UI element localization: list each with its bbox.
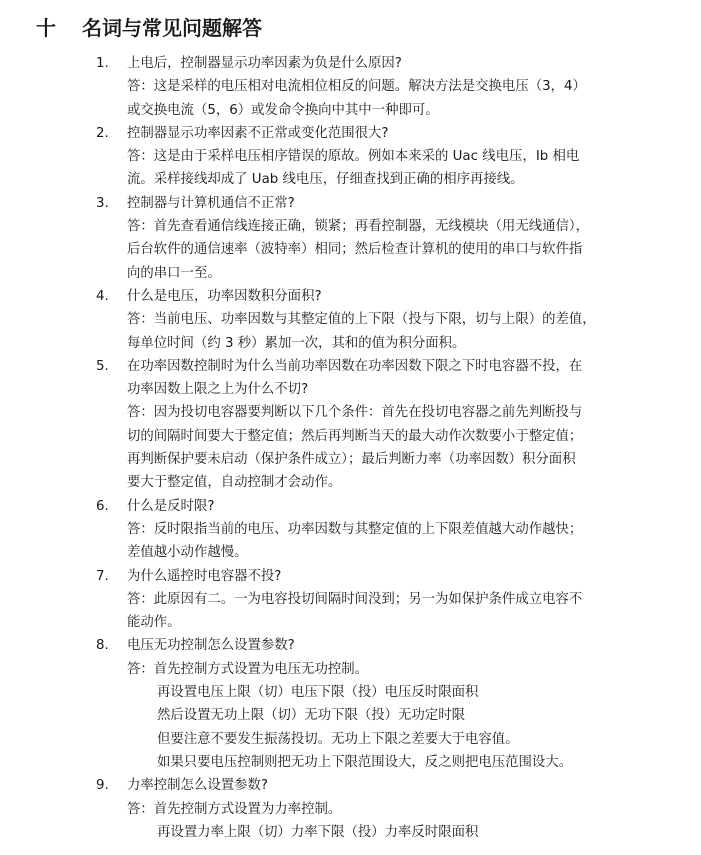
answer-line: 每单位时间（约 3 秒）累加一次，其和的值为积分面积。 [127,335,466,351]
answer-step: 然后设置无功上限（切）无功下限（投）无功定时限 [157,708,465,724]
qa-item-9 [0,774,701,844]
question-text: 上电后，控制器显示功率因素为负是什么原因? [127,56,402,71]
item-index: 7. [96,568,109,584]
answer-line: 答：这是由于采样电压相序错误的原故。例如本来采的 Uac 线电压，Ib 相电 [127,149,580,165]
item-index: 5. [96,358,109,374]
answer-line: 再判断保护要未启动（保护条件成立）；最后判断力率（功率因数）积分面积 [127,452,576,468]
qa-list [0,52,701,844]
answer-line: 要大于整定值，自动控制才会动作。 [127,475,342,491]
answer-line: 答：此原因有二。一为电容投切间隔时间没到；另一为如保护条件成立电容不 [127,591,583,607]
answer-text [127,215,647,285]
question-text: 为什么遥控时电容器不投? [127,568,282,584]
answer-text [127,518,647,565]
answer-line: 答：首先查看通信线连接正确，锁紧；再看控制器，无线模块（用无线通信）， [127,219,589,235]
answer-first-line: 答：首先控制方式设置为力率控制。 [127,801,342,817]
qa-item-6 [0,495,701,565]
question-text [127,355,647,402]
question-text: 控制器与计算机通信不正常? [127,195,295,211]
section-number: 十 [36,16,56,40]
answer-line: 差值越小动作越慢。 [127,545,248,561]
qa-item-8 [0,634,701,774]
answer-text [127,145,647,192]
item-index: 8. [96,638,109,654]
question-line: 在功率因数控制时为什么当前功率因数在功率因数下限之下时电容器不投，在 [127,358,583,374]
question-text: 电压无功控制怎么设置参数? [127,638,295,654]
question-text: 力率控制怎么设置参数? [127,778,269,794]
item-index: 4. [96,288,109,304]
qa-item-1 [0,52,701,122]
item-index: 6. [96,498,109,514]
answer-step: 再设置电压上限（切）电压下限（投）电压反时限面积 [157,685,479,701]
answer-line: 答：当前电压、功率因数与其整定值的上下限（投与下限，切与上限）的差值， [127,312,596,328]
qa-item-4 [0,285,701,355]
answer-line: 能动作。 [127,615,181,631]
item-index: 3. [96,195,109,211]
answer-line: 答：这是采样的电压相对电流相位相反的问题。解决方法是交换电压（3，4） [127,79,586,95]
question-text: 控制器显示功率因素不正常或变化范围很大? [127,125,389,141]
qa-item-7 [0,565,701,635]
question-text: 什么是反时限? [127,498,215,514]
question-line: 功率因数上限之上为什么不切? [127,382,309,398]
question-text: 什么是电压，功率因数积分面积? [127,288,322,304]
section-heading [36,14,262,42]
answer-line: 答：因为投切电容器要判断以下几个条件：首先在投切电容器之前先判断投与 [127,405,583,421]
qa-item-3 [0,192,701,285]
answer-step: 如果只要电压控制则把无功上下限范围设大，反之则把电压范围设大。 [157,754,573,770]
answer-first-line: 答：首先控制方式设置为电压无功控制。 [127,661,369,677]
answer-line: 或交换电流（5，6）或发命令换向中其中一种即可。 [127,102,439,118]
answer-line: 向的串口一至。 [127,265,221,281]
answer-step: 但要注意不要发生振荡投切。无功上下限之差要大于电容值。 [157,731,519,747]
answer-line: 切的间隔时间要大于整定值；然后再判断当天的最大动作次数要小于整定值； [127,428,583,444]
answer-text [127,401,647,494]
answer-line: 后台软件的通信速率（波特率）相同；然后检查计算机的使用的串口与软件指 [127,242,583,258]
answer-line: 流。采样接线却成了 Uab 线电压，仔细查找到正确的相序再接线。 [127,172,524,188]
qa-item-5 [0,355,701,495]
answer-text [127,75,647,122]
answer-line: 答：反时限指当前的电压、功率因数与其整定值的上下限差值越大动作越快； [127,521,583,537]
answer-text [127,588,647,635]
answer-text [127,308,647,355]
answer-step: 再设置力率上限（切）力率下限（投）力率反时限面积 [157,824,479,840]
item-index: 2. [96,125,109,141]
item-index: 9. [96,778,109,794]
qa-item-2 [0,122,701,192]
section-title: 名词与常见问题解答 [82,16,262,40]
item-index: 1. [96,56,109,71]
